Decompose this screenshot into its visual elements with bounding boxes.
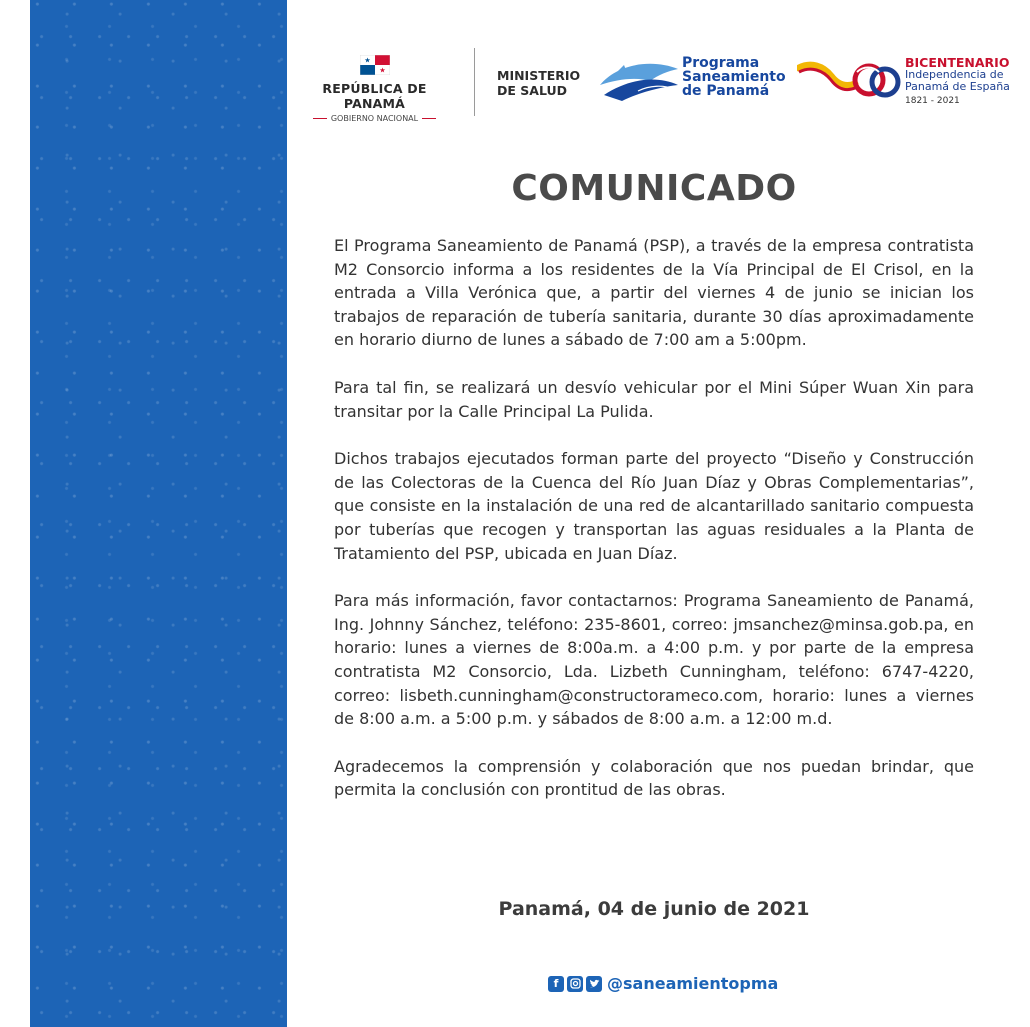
document-title: COMUNICADO: [511, 168, 797, 209]
paragraph-agradecimiento: Agradecemos la comprensión y colaboración que nos puedan brindar, que permita la conclusión con prontitud de las obras.: [334, 756, 974, 800]
document-date: Panamá, 04 de junio de 2021: [498, 898, 810, 920]
republica-title: REPÚBLICA DE PANAMÁ: [322, 81, 427, 111]
republica-panama-logo: [292, 55, 457, 123]
facebook-icon[interactable]: f: [548, 976, 564, 992]
social-handle[interactable]: @saneamientopma: [607, 974, 779, 993]
bicentenario-years: 1821 - 2021: [905, 96, 960, 106]
decorative-blue-band: [30, 0, 287, 1027]
ministerio-line1: MINISTERIO: [497, 68, 581, 83]
paragraph-proyecto: Dichos trabajos ejecutados forman parte del proyecto “Diseño y Construcción de las Colectoras de la Cuenca del Río Juan Díaz y Obras Complementarias”, que consiste en la instalación de una red de alcantarillado sanitario compuesta por tuberías que recogen y transportan las aguas residuales a la Planta de Tratamiento del PSP, ubicada en Juan Díaz.: [334, 449, 974, 563]
instagram-icon[interactable]: [567, 976, 583, 992]
ministerio-line2: DE SALUD: [497, 83, 567, 98]
bicentenario-line2: Panamá de España: [905, 80, 1010, 93]
panama-flag-icon: [360, 55, 390, 75]
paragraph-contacto: Para más información, favor contactarnos: Programa Saneamiento de Panamá, Ing. Johnny Sánchez, teléfono: 235-8601, correo: jmsanchez@minsa.gob.pa, en horario: lunes a viernes de 8:00a.m. a 4:00 p.m. y por parte de la empresa contratista M2 Consorcio, Lda. Lizbeth Cunningham, teléfono: 6747-4220, correo: lisbeth.cunningham@constructorameco.com, horario: lunes a viernes de 8:00 a.m. a 5:00 p.m. y sábados de 8:00 a.m. a 12:00 m.d.: [334, 591, 974, 729]
ministerio-salud-logo: [497, 68, 580, 98]
document-body: [334, 234, 974, 826]
bicentenario-ribbon-icon: [797, 58, 905, 104]
programa-line2: Saneamiento: [682, 69, 786, 85]
programa-line1: Programa: [682, 55, 760, 71]
twitter-icon[interactable]: [586, 976, 602, 992]
paragraph-desvio: Para tal fin, se realizará un desvío vehicular por el Mini Súper Wuan Xin para transitar por la Calle Principal La Pulida.: [334, 377, 974, 421]
gobierno-nacional-text: GOBIERNO NACIONAL: [330, 114, 419, 123]
bicentenario-line1: Independencia de: [905, 68, 1004, 81]
gobierno-nacional-label: [292, 114, 457, 123]
bicentenario-text: [905, 57, 1010, 107]
programa-line3: de Panamá: [682, 83, 770, 99]
paragraph-intro: El Programa Saneamiento de Panamá (PSP), a través de la empresa contratista M2 Consorcio informa a los residentes de la Vía Principal de El Crisol, en la entrada a Villa Verónica que, a partir del viernes 4 de junio se inician los trabajos de reparación de tubería sanitaria, durante 30 días aproximadamente en horario diurno de lunes a sábado de 7:00 am a 5:00pm.: [334, 236, 974, 350]
bicentenario-title: BICENTENARIO: [905, 55, 1010, 70]
header-divider: [474, 48, 475, 116]
programa-saneamiento-text: [682, 56, 786, 98]
social-footer: [548, 974, 778, 993]
